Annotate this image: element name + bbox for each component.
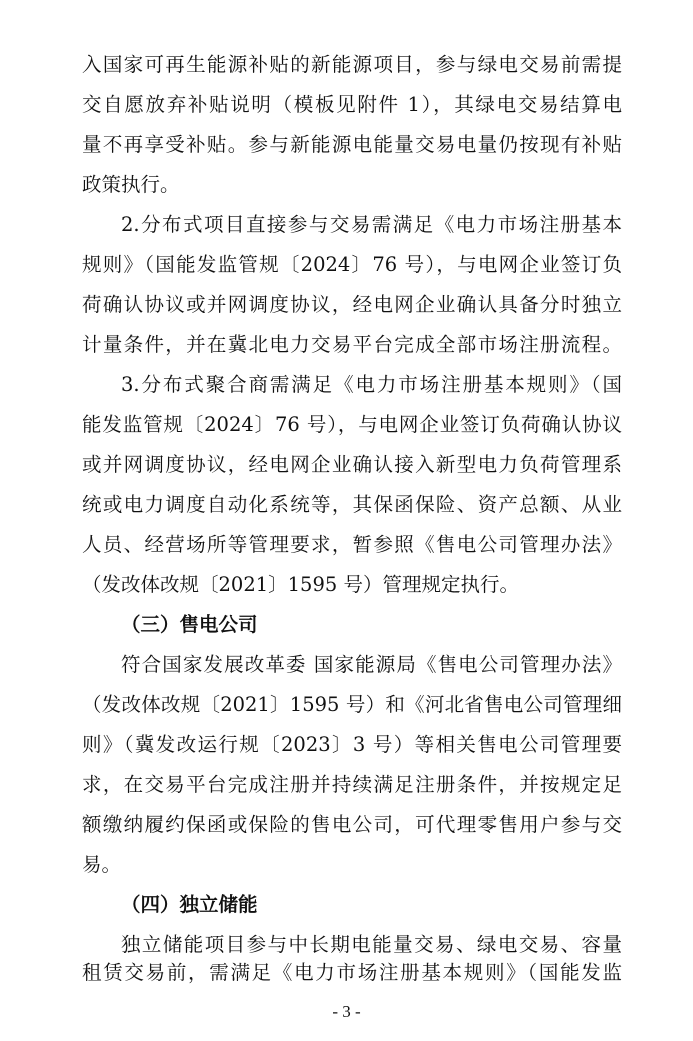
paragraph-3-line-6: （发改体改规〔2021〕1595 号）管理规定执行。 bbox=[82, 573, 519, 596]
paragraph-1-line-4: 政策执行。 bbox=[82, 173, 180, 196]
paragraph-2-line-2: 规则》（国能发监管规〔2024〕76 号），与电网企业签订负 bbox=[82, 253, 622, 276]
paragraph-1-line-2: 交自愿放弃补贴说明（模板见附件 1），其绿电交易结算电 bbox=[82, 93, 622, 116]
paragraph-1-line-1: 入国家可再生能源补贴的新能源项目，参与绿电交易前需提 bbox=[82, 53, 622, 76]
paragraph-5-line-1: 独立储能项目参与中长期电能量交易、绿电交易、容量 bbox=[121, 933, 622, 956]
paragraph-1-line-3: 量不再享受补贴。参与新能源电能量交易电量仍按现有补贴 bbox=[82, 133, 622, 156]
paragraph-5-line-2: 租赁交易前，需满足《电力市场注册基本规则》（国能发监 bbox=[82, 961, 622, 984]
paragraph-4-line-1: 符合国家发展改革委 国家能源局《售电公司管理办法》 bbox=[121, 653, 622, 676]
paragraph-3-line-5: 人员、经营场所等管理要求，暂参照《售电公司管理办法》 bbox=[82, 533, 622, 556]
paragraph-4-line-5: 额缴纳履约保函或保险的售电公司，可代理零售用户参与交 bbox=[82, 813, 622, 836]
paragraph-4-line-3: 则》（冀发改运行规〔2023〕3 号）等相关售电公司管理要 bbox=[82, 733, 622, 756]
paragraph-4-line-6: 易。 bbox=[82, 853, 122, 876]
paragraph-3-line-2: 能发监管规〔2024〕76 号），与电网企业签订负荷确认协议 bbox=[82, 413, 622, 436]
paragraph-3-line-4: 统或电力调度自动化系统等，其保函保险、资产总额、从业 bbox=[82, 493, 622, 516]
paragraph-3-line-1: 3.分布式聚合商需满足《电力市场注册基本规则》（国 bbox=[121, 373, 622, 396]
paragraph-3-line-3: 或并网调度协议，经电网企业确认接入新型电力负荷管理系 bbox=[82, 453, 622, 476]
paragraph-2-line-4: 计量条件，并在冀北电力交易平台完成全部市场注册流程。 bbox=[82, 333, 622, 356]
page-number: - 3 - bbox=[332, 1002, 361, 1021]
section-heading-independent-storage: （四）独立储能 bbox=[121, 893, 258, 916]
section-heading-sales-company: （三）售电公司 bbox=[121, 613, 258, 636]
paragraph-2-line-1: 2.分布式项目直接参与交易需满足《电力市场注册基本 bbox=[121, 213, 622, 236]
paragraph-4-line-4: 求，在交易平台完成注册并持续满足注册条件，并按规定足 bbox=[82, 773, 622, 796]
paragraph-2-line-3: 荷确认协议或并网调度协议，经电网企业确认具备分时独立 bbox=[82, 293, 622, 316]
paragraph-4-line-2: （发改体改规〔2021〕1595 号）和《河北省售电公司管理细 bbox=[82, 693, 622, 716]
